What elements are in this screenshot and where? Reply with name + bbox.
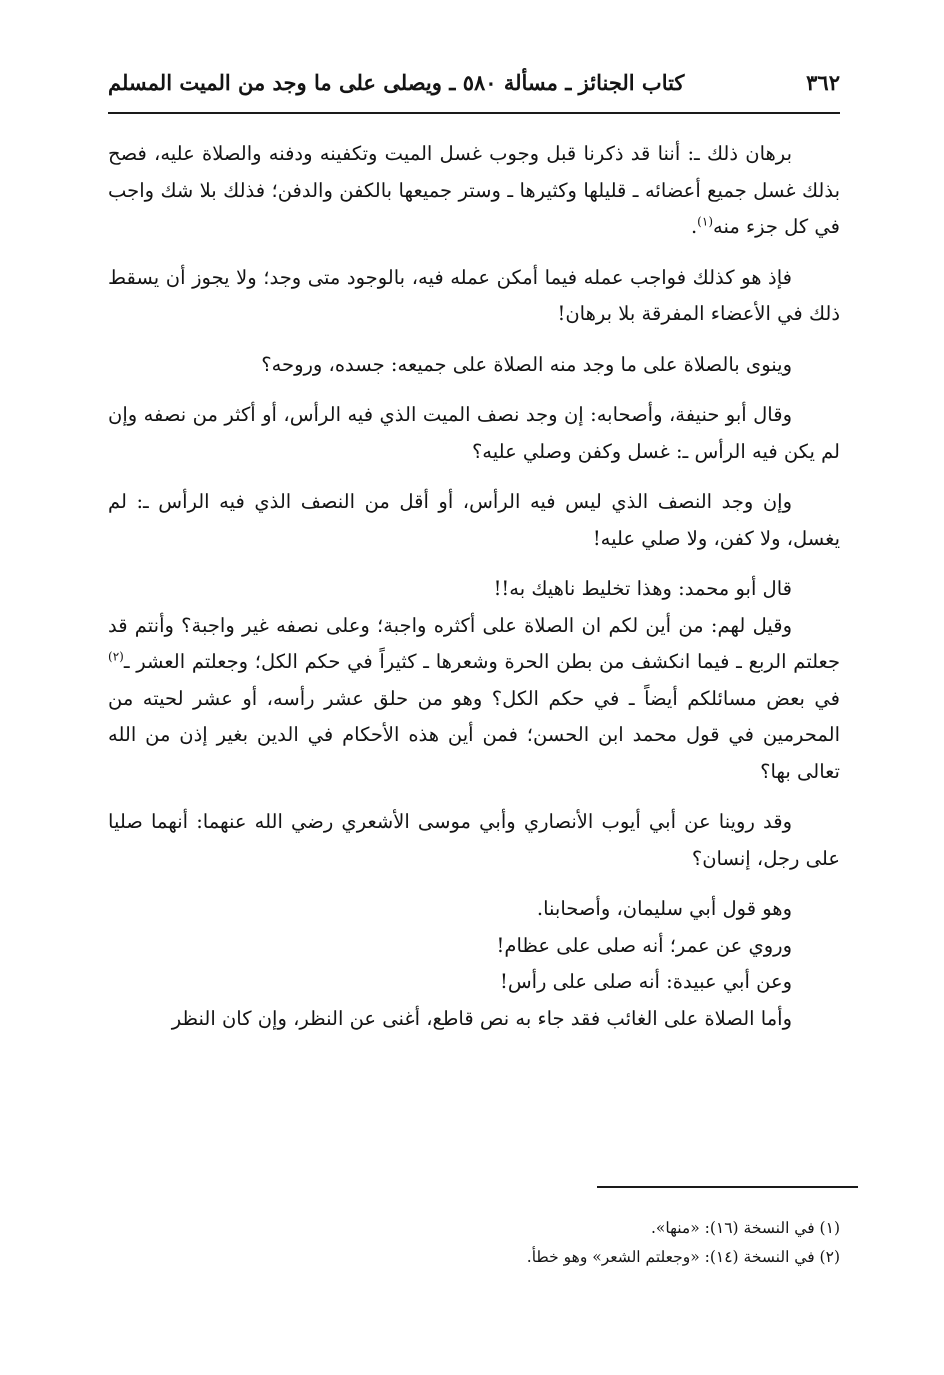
footnote-marker: (١) — [697, 214, 713, 229]
paragraph: وإن وجد النصف الذي ليس فيه الرأس، أو أقل من النصف الذي فيه الرأس ـ: لم يغسل، ولا كفن، ولا صلي عليه! — [108, 490, 840, 550]
footnote: (١) في النسخة (١٦): «منها». — [650, 1219, 840, 1237]
paragraph: وعن أبي عبيدة: أنه صلى على رأس! — [500, 970, 792, 993]
footnotes — [108, 1214, 840, 1272]
running-title: كتاب الجنائز ـ مسألة ٥٨٠ ـ ويصلى على ما وجد من الميت المسلم — [108, 70, 685, 95]
paragraph: برهان ذلك ـ: أننا قد ذكرنا قبل وجوب غسل الميت وتكفينه ودفنه والصلاة عليه، فصح بذلك غسل جميع أعضائه ـ قليلها وكثيرها ـ وستر جميعها بالكفن والدفن؛ فذلك بلا شك واجب في كل جزء منه$^{(١)}$. — [108, 142, 840, 238]
paragraph: وقد روينا عن أبي أيوب الأنصاري وأبي موسى الأشعري رضي الله عنهما: أنهما صليا على رجل، إنسان؟ — [108, 810, 840, 870]
paragraph: وقال أبو حنيفة، وأصحابه: إن وجد نصف الميت الذي فيه الرأس، أو أكثر من نصفه وإن لم يكن فيه الرأس ـ: غسل وكفن وصلي عليه؟ — [108, 403, 840, 463]
paragraph: فإذ هو كذلك فواجب عمله فيما أمكن عمله فيه، بالوجود متى وجد؛ ولا يجوز أن يسقط ذلك في الأعضاء المفرقة بلا برهان! — [108, 265, 840, 325]
footnote-rule — [597, 1186, 858, 1188]
book-page — [108, 66, 840, 1037]
page-header — [108, 66, 840, 98]
paragraph: وينوى بالصلاة على ما وجد منه الصلاة على جميعه: جسده، وروحه؟ — [261, 352, 792, 376]
paragraph: وروي عن عمر؛ أنه صلى على عظام! — [496, 933, 792, 957]
paragraph: وقيل لهم: من أين لكم ان الصلاة على أكثره واجبة؛ وعلى نصفه غير واجبة؟ وأنتم قد جعلتم الربع ـ فيما انكشف من بطن الحرة وشعرها ـ كثيراً في حكم الكل؛ وجعلتم العشر ـ$^{(٢)}$ في بعض مسائلكم أيضاً ـ في حكم الكل؟ وهو من حلق عشر رأسه، أو عشر لحيته من المحرمين في قول محمد ابن الحسن؛ فمن أين هذه الأحكام في الدين بغير إذن من الله تعالى بها؟ — [108, 613, 840, 783]
paragraph: وأما الصلاة على الغائب فقد جاء به نص قاطع، أغنى عن النظر، وإن كان النظر — [171, 1006, 792, 1030]
paragraph: قال أبو محمد: وهذا تخليط ناهيك به!! — [493, 577, 792, 600]
footnote-marker: (٢) — [108, 649, 124, 664]
paragraph: وهو قول أبي سليمان، وأصحابنا. — [536, 897, 792, 920]
page-number: ٣٦٢ — [806, 70, 840, 95]
footnote: (٢) في النسخة (١٤): «وجعلتم الشعر» وهو خطأ. — [526, 1248, 840, 1266]
header-rule — [108, 112, 840, 114]
main-text — [108, 136, 840, 1037]
